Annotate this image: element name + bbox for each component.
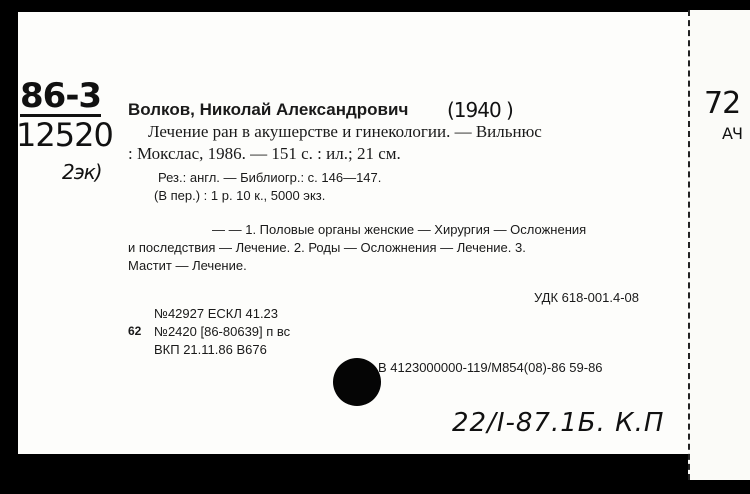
card-subjects-line2: и последствия — Лечение. 2. Роды — Осложнения — Лечение. 3. — [128, 240, 526, 255]
handwritten-right-top: 72 — [704, 86, 741, 121]
card-ref3: ВКП 21.11.86 В676 — [154, 342, 267, 357]
card-notes-line1: Рез.: англ. — Библиогр.: с. 146—147. — [158, 170, 382, 185]
card-author: Волков, Николай Александрович — [128, 100, 409, 119]
handwritten-right-sub: АЧ — [722, 124, 742, 143]
card-udc: УДК 618-001.4-08 — [534, 290, 640, 305]
handwritten-code-bottom: 12520 — [16, 116, 113, 154]
card-title-line1: Лечение ран в акушерстве и гинекологии. — Вильнюс — [148, 122, 542, 141]
handwritten-year: (1940 ) — [447, 98, 513, 122]
card-ref1: №42927 ЕСКЛ 41.23 — [154, 306, 279, 321]
card-title-line2: : Мокслас, 1986. — 151 с. : ил.; 21 см. — [128, 144, 401, 163]
card-subjects-line1: — — 1. Половые органы женские — Хирургия — Осложнения — [212, 222, 587, 237]
adjacent-card — [688, 10, 750, 480]
punch-hole — [333, 358, 381, 406]
handwritten-code-top: 86-3 — [20, 76, 102, 116]
handwritten-date: 22/I-87.1Б. К.П — [452, 408, 665, 438]
card-subjects-line3: Мастит — Лечение. — [128, 258, 247, 273]
card-code-line: В 4123000000-119/М854(08)-86 59-86 — [378, 360, 603, 375]
handwritten-mark-left: 2эк) — [62, 160, 102, 184]
card-notes-line2: (В пер.) : 1 р. 10 к., 5000 экз. — [154, 188, 326, 203]
card-ref2-prefix: 62 — [128, 324, 142, 338]
card-ref2: №2420 [86-80639] п вс — [154, 324, 291, 339]
